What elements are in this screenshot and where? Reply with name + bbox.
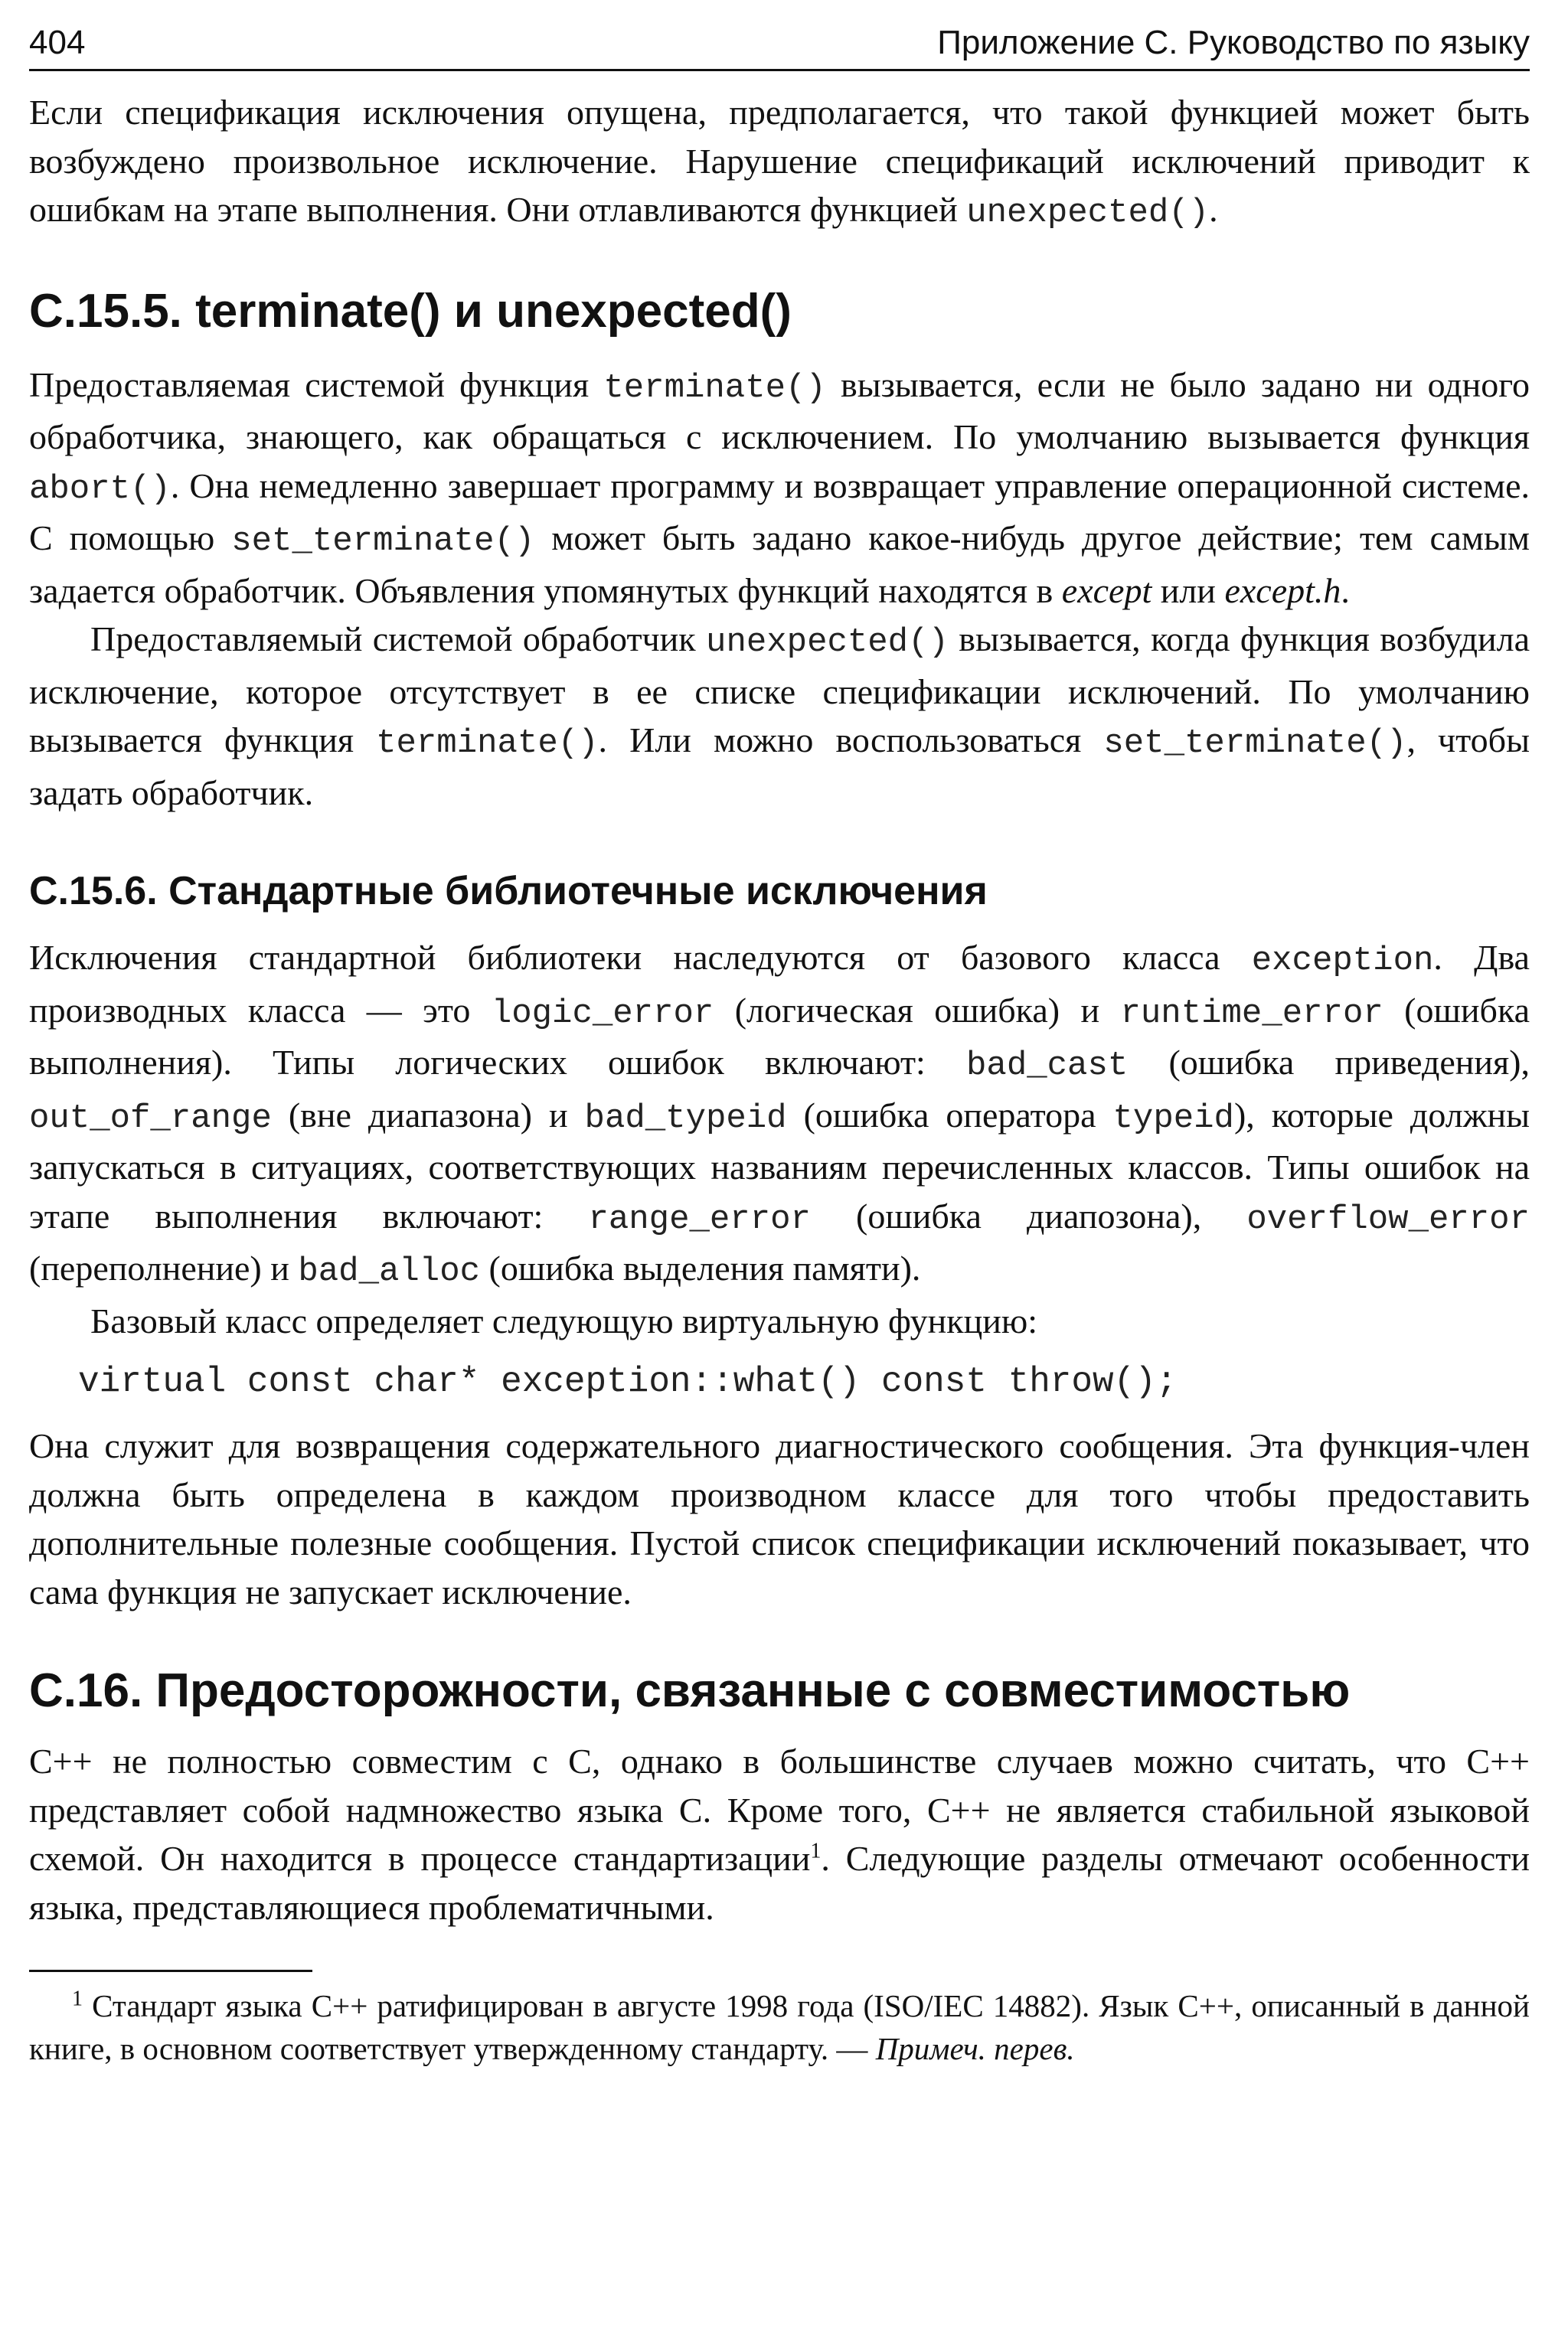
section-heading-c1555: С.15.5. terminate() и unexpected() [29, 284, 792, 338]
inline-code: logic_error [491, 994, 714, 1033]
inline-code: typeid [1112, 1099, 1234, 1138]
section-heading-c1556: С.15.6. Стандартные библиотечные исключения [29, 869, 988, 913]
text: может быть задано какое-нибудь другое действие; тем самым задается обработчик. Объявления упомянутых функций находятся в [29, 518, 1530, 610]
inline-code: bad_alloc [298, 1252, 480, 1291]
intro-paragraph [29, 88, 1530, 238]
inline-code: set_terminate() [231, 522, 535, 560]
footnote-marker: 1 [810, 1839, 822, 1863]
text: (ошибка оператора [786, 1095, 1113, 1135]
text: (ошибка приведения), [1128, 1043, 1530, 1082]
inline-code: out_of_range [29, 1099, 272, 1138]
inline-code: exception [1251, 942, 1434, 980]
page-number: 404 [29, 24, 86, 61]
running-title: Приложение С. Руководство по языку [937, 24, 1530, 61]
inline-code: unexpected() [706, 623, 949, 661]
text: . Она немедленно завершает программу и возвращает управление операционной системе. С помощью [29, 465, 1530, 557]
text: вызывается, когда функция возбудила исключение, которое отсутствует в ее списке спецификации исключений. По умолчанию вызывается функция [29, 619, 1530, 759]
inline-code: runtime_error [1120, 994, 1383, 1033]
section-heading-c16: С.16. Предосторожности, связанные с совместимостью [29, 1664, 1351, 1717]
paragraph-base-class: Базовый класс определяет следующую виртуальную функцию: [90, 1301, 1038, 1340]
italic-text: except [1061, 570, 1152, 610]
text: Предоставляемый системой обработчик [90, 619, 707, 658]
text: С++ не полностью совместим с С, однако в большинстве случаев можно считать, что С++ представляет собой надмножество языка С. Кроме того, С++ не является стабильной языковой схемой. Он находится в процессе стандартизации [29, 1742, 1530, 1878]
text: . Следующие разделы отмечают особенности языка, представляющиеся проблематичными. [29, 1839, 1530, 1927]
text: . [1341, 570, 1350, 610]
text: Предоставляемая системой функция [29, 364, 604, 404]
text: (вне диапазона) и [271, 1095, 585, 1135]
inline-code: bad_cast [966, 1047, 1129, 1085]
intro-text: . [1209, 190, 1218, 229]
text: (переполнение) и [29, 1249, 299, 1288]
inline-code: overflow_error [1246, 1200, 1530, 1239]
footnote [29, 1984, 1530, 2070]
text: , чтобы задать обработчик. [29, 720, 1530, 812]
paragraph-std-exceptions [29, 933, 1530, 1297]
text: (ошибка диапозона), [810, 1196, 1247, 1236]
code-block: virtual const char* exception::what() const throw(); [78, 1362, 1178, 1402]
text: . Или можно воспользоваться [598, 720, 1104, 759]
inline-code: set_terminate() [1103, 724, 1407, 762]
inline-code: abort() [29, 469, 171, 508]
text: . Два производных класса — это [29, 938, 1530, 1030]
intro-text: Если спецификация исключения опущена, предполагается, что такой функцией может быть возбуждено произвольное исключение. Нарушение спецификаций исключений приводит к ошибкам на этапе выполнения. Они отлавливаются функцией [29, 93, 1530, 229]
text: (ошибка выполнения). Типы логических ошибок включают: [29, 990, 1530, 1082]
text: или [1152, 570, 1225, 610]
paragraph-compatibility [29, 1737, 1530, 1931]
inline-code: terminate() [376, 724, 599, 762]
inline-code: terminate() [603, 368, 826, 407]
translator-note: Примеч. перев. [875, 2031, 1075, 2066]
text: Исключения стандартной библиотеки наследуются от базового класса [29, 938, 1252, 977]
inline-code: range_error [588, 1200, 811, 1239]
paragraph-terminate [29, 361, 1530, 616]
italic-text: except.h [1224, 570, 1341, 610]
text: Стандарт языка С++ ратифицирован в августе 1998 года (ISO/IEC 14882). Язык С++, описанный в данной книге, в основном соответствует утвержденному стандарту. — [29, 1988, 1530, 2066]
paragraph-unexpected [29, 615, 1530, 817]
text: ), которые должны запускаться в ситуациях, соответствующих названиям перечисленных классов. Типы ошибок на этапе выполнения включают: [29, 1095, 1530, 1236]
inline-code: unexpected() [966, 194, 1210, 232]
text: вызывается, если не было задано ни одного обработчика, знающего, как обращаться с исключением. По умолчанию вызывается функция [29, 364, 1530, 456]
running-header [29, 21, 1530, 71]
paragraph-what: Она служит для возвращения содержательного диагностического сообщения. Эта функция-член должна быть определена в каждом производном классе для того чтобы предоставить дополнительные полезные сообщения. Пустой список спецификации исключений показывает, что сама функция не запускает исключение. [29, 1426, 1530, 1611]
footnote-number: 1 [72, 1987, 83, 2011]
inline-code: bad_typeid [584, 1099, 787, 1138]
text: (логическая ошибка) и [714, 990, 1121, 1030]
text: (ошибка выделения памяти). [480, 1249, 921, 1288]
